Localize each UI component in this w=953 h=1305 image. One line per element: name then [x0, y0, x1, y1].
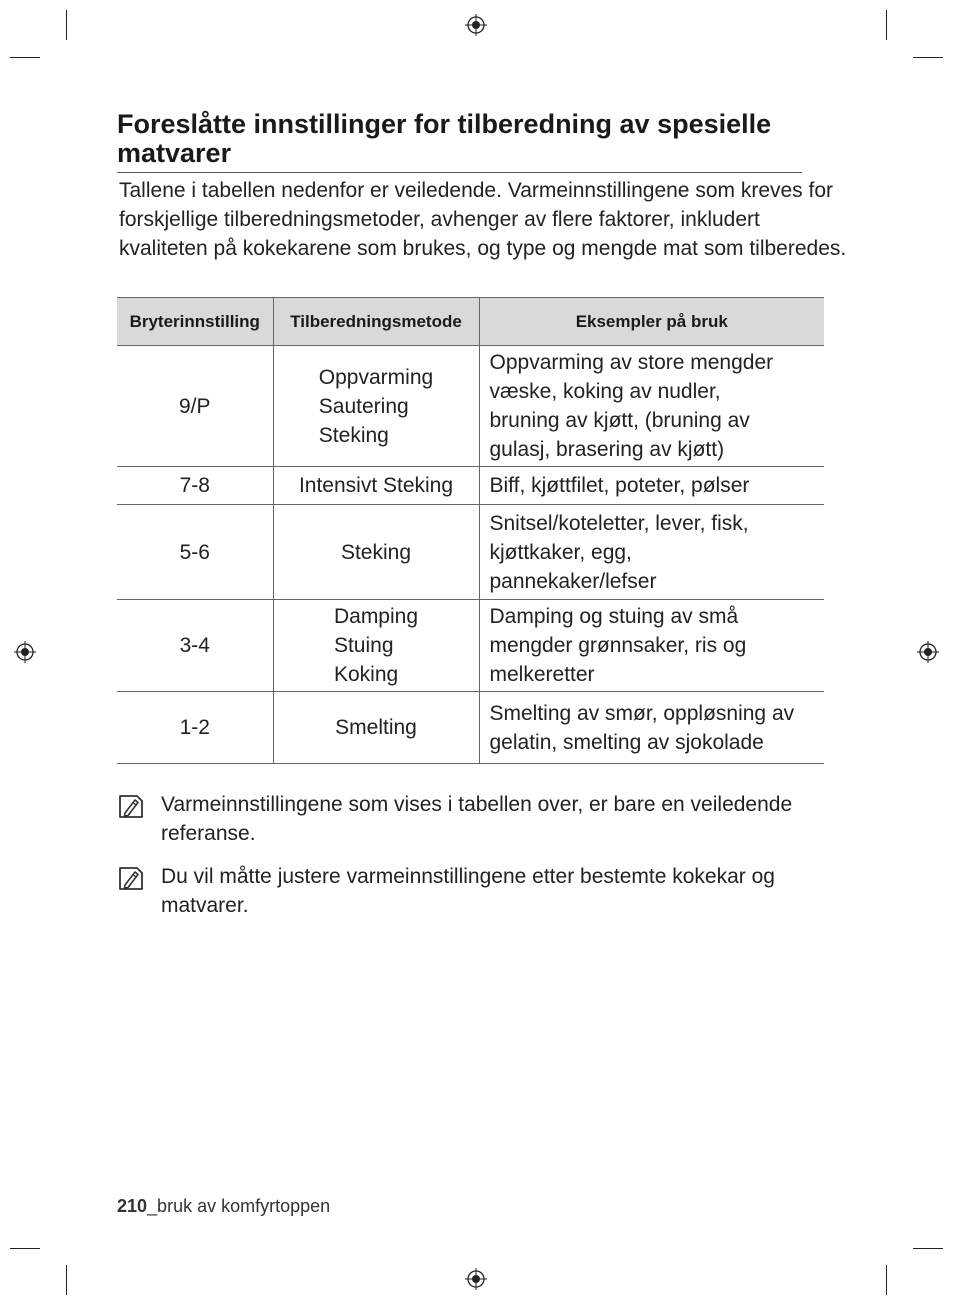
- method-line: Intensivt Steking: [298, 474, 454, 497]
- registration-mark-icon: [465, 1268, 487, 1290]
- title-underline: [117, 172, 802, 173]
- method-cell: [273, 346, 479, 467]
- example-line: gulasj, brasering av kjøtt): [489, 438, 725, 461]
- note-text: Varmeinnstillingene som vises i tabellen over, er bare en veiledende referanse.: [161, 793, 793, 845]
- examples-cell: [479, 600, 824, 692]
- example-line: kjøttkaker, egg,: [489, 540, 632, 564]
- setting-cell: 7-8: [117, 467, 273, 505]
- table-row: [117, 692, 824, 764]
- table-row: [117, 346, 824, 467]
- table-row: [117, 600, 824, 692]
- setting-cell: 5-6: [117, 505, 273, 600]
- examples-cell: [479, 467, 824, 505]
- table-row: [117, 505, 824, 600]
- example-line: Smelting av smør, oppløsning av: [489, 701, 795, 725]
- table-header-row: [117, 298, 824, 346]
- example-line: Snitsel/koteletter, lever, fisk,: [489, 511, 749, 535]
- examples-cell: [479, 505, 824, 600]
- method-line: Koking: [333, 663, 399, 686]
- note-pencil-icon: [117, 864, 145, 892]
- example-line: væske, koking av nudler,: [489, 380, 721, 403]
- page-number: 210: [117, 1196, 148, 1216]
- setting-cell: 9/P: [117, 346, 273, 467]
- crop-mark: [66, 10, 67, 40]
- method-cell: [273, 505, 479, 600]
- setting-cell: 3-4: [117, 600, 273, 692]
- setting-cell: 1-2: [117, 692, 273, 764]
- examples-cell: [479, 346, 824, 467]
- example-line: Oppvarming av store mengder: [489, 351, 774, 374]
- registration-mark-icon: [917, 641, 939, 663]
- page-title: Foreslåtte innstillinger for tilberedning av spesielle matvarer: [117, 109, 772, 168]
- method-cell: [273, 600, 479, 692]
- example-line: pannekaker/lefser: [489, 569, 657, 593]
- crop-mark: [886, 10, 887, 40]
- example-line: Damping og stuing av små: [489, 605, 739, 628]
- crop-mark: [913, 57, 943, 58]
- intro-paragraph: Tallene i tabellen nedenfor er veiledende. Varmeinnstillingene som kreves for forskjellige tilberedningsmetoder, avhenger av flere faktorer, inkludert kvaliteten på kokekarene som brukes, og type og mengde mat som tilberedes.: [119, 179, 847, 260]
- cooking-settings-table: [117, 297, 824, 764]
- crop-mark: [66, 1265, 67, 1295]
- method-line: Stuing: [333, 634, 394, 657]
- example-line: melkeretter: [489, 663, 595, 686]
- header-examples: Eksempler på bruk: [479, 298, 824, 346]
- crop-mark: [913, 1248, 943, 1249]
- method-line: Steking: [340, 540, 412, 564]
- crop-mark: [10, 1248, 40, 1249]
- example-line: Biff, kjøttfilet, poteter, pølser: [489, 474, 750, 497]
- example-line: bruning av kjøtt, (bruning av: [489, 409, 750, 432]
- page-footer: [117, 1196, 330, 1217]
- crop-mark: [886, 1265, 887, 1295]
- registration-mark-icon: [465, 14, 487, 36]
- footer-section: _bruk av komfyrtoppen: [147, 1196, 331, 1216]
- method-line: Smelting: [335, 716, 417, 739]
- method-line: Steking: [318, 423, 389, 447]
- crop-mark: [10, 57, 40, 58]
- method-cell: [273, 692, 479, 764]
- header-setting: Bryterinnstilling: [117, 298, 273, 346]
- method-line: Oppvarming: [318, 365, 434, 389]
- note-pencil-icon: [117, 792, 145, 820]
- table-row: [117, 467, 824, 505]
- example-line: gelatin, smelting av sjokolade: [489, 730, 764, 754]
- method-line: Sautering: [318, 394, 409, 418]
- header-method: Tilberedningsmetode: [273, 298, 479, 346]
- examples-cell: [479, 692, 824, 764]
- registration-mark-icon: [14, 641, 36, 663]
- note-text: Du vil måtte justere varmeinnstillingene etter bestemte kokekar og matvarer.: [161, 865, 775, 917]
- example-line: mengder grønnsaker, ris og: [489, 634, 747, 657]
- method-line: Damping: [333, 605, 419, 628]
- method-cell: [273, 467, 479, 505]
